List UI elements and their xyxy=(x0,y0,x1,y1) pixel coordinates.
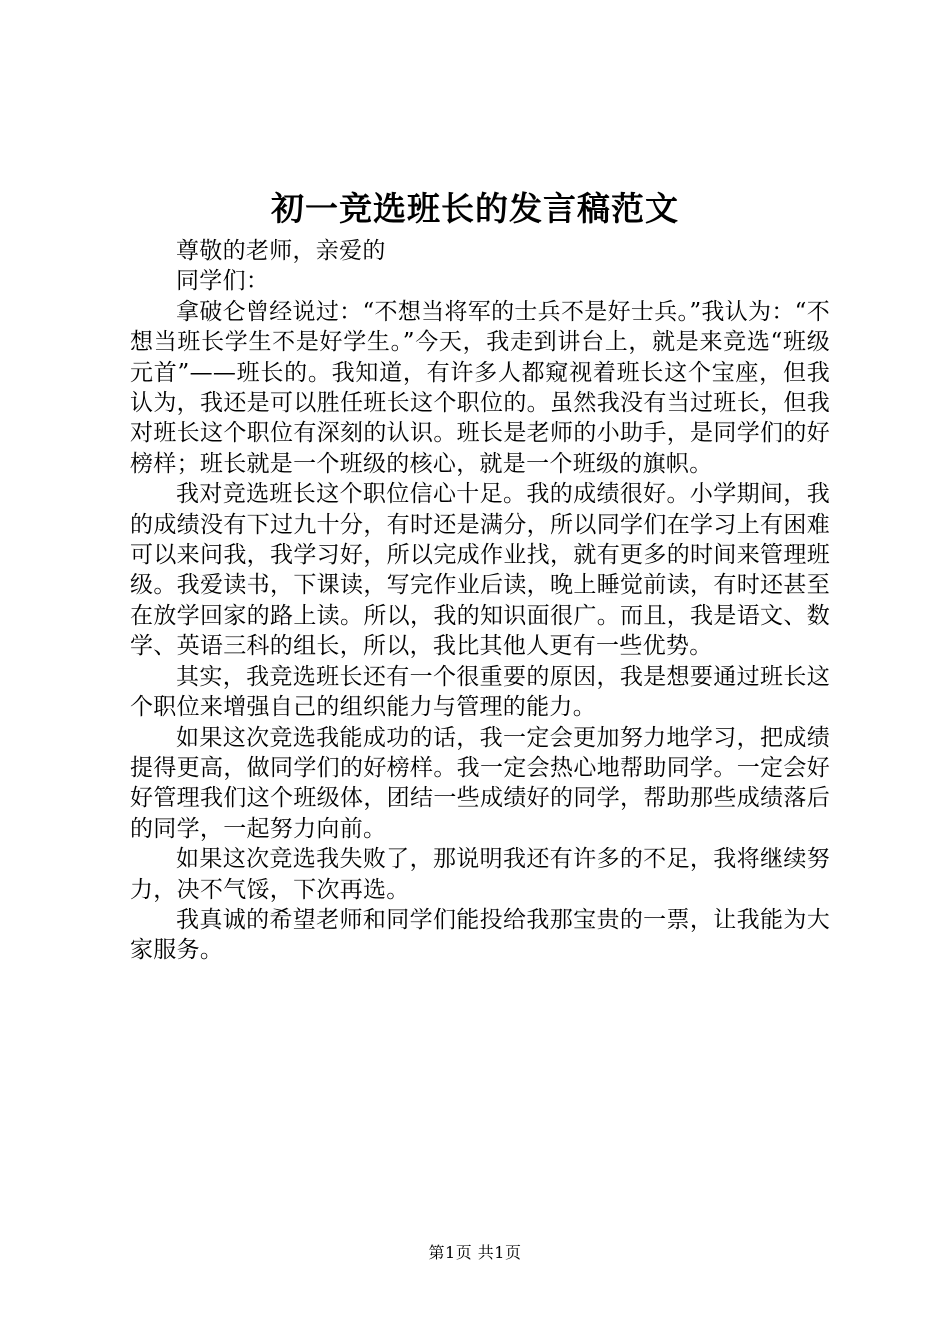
body-paragraph: 拿破仑曾经说过：“不想当将军的士兵不是好士兵。”我认为：“不想当班长学生不是好学生。”今天，我走到讲台上，就是来竞选“班级元首”——班长的。我知道，有许多人都窥视着班长这个宝座，但我认为，我还是可以胜任班长这个职位的。虽然我没有当过班长，但我对班长这个职位有深刻的认识。班长是老师的小助手，是同学们的好榜样；班长就是一个班级的核心，就是一个班级的旗帜。 xyxy=(130,298,830,477)
page-number-footer: 第1页 共1页 xyxy=(428,1243,522,1262)
body-paragraph: 其实，我竞选班长还有一个很重要的原因，我是想要通过班长这个职位来增强自己的组织能力与管理的能力。 xyxy=(130,663,830,721)
body-paragraph: 我对竞选班长这个职位信心十足。我的成绩很好。小学期间，我的成绩没有下过九十分，有时还是满分，所以同学们在学习上有困难可以来问我，我学习好，所以完成作业找，就有更多的时间来管理班级。我爱读书，下课读，写完作业后读，晚上睡觉前读，有时还甚至在放学回家的路上读。所以，我的知识面很广。而且，我是语文、数学、英语三科的组长，所以，我比其他人更有一些优势。 xyxy=(130,481,830,660)
document-body xyxy=(130,236,830,966)
greeting-line: 同学们： xyxy=(176,268,270,295)
document-title: 初一竞选班长的发言稿范文 xyxy=(271,189,679,228)
greeting-line: 尊敬的老师，亲爱的 xyxy=(176,238,386,264)
body-paragraph: 如果这次竞选我能成功的话，我一定会更加努力地学习，把成绩提得更高，做同学们的好榜样。我一定会热心地帮助同学。一定会好好管理我们这个班级体，团结一些成绩好的同学，帮助那些成绩落后的同学，一起努力向前。 xyxy=(130,724,830,842)
body-paragraph: 我真诚的希望老师和同学们能投给我那宝贵的一票，让我能为大家服务。 xyxy=(130,906,830,964)
body-paragraph: 如果这次竞选我失败了，那说明我还有许多的不足，我将继续努力，决不气馁，下次再选。 xyxy=(130,846,830,903)
